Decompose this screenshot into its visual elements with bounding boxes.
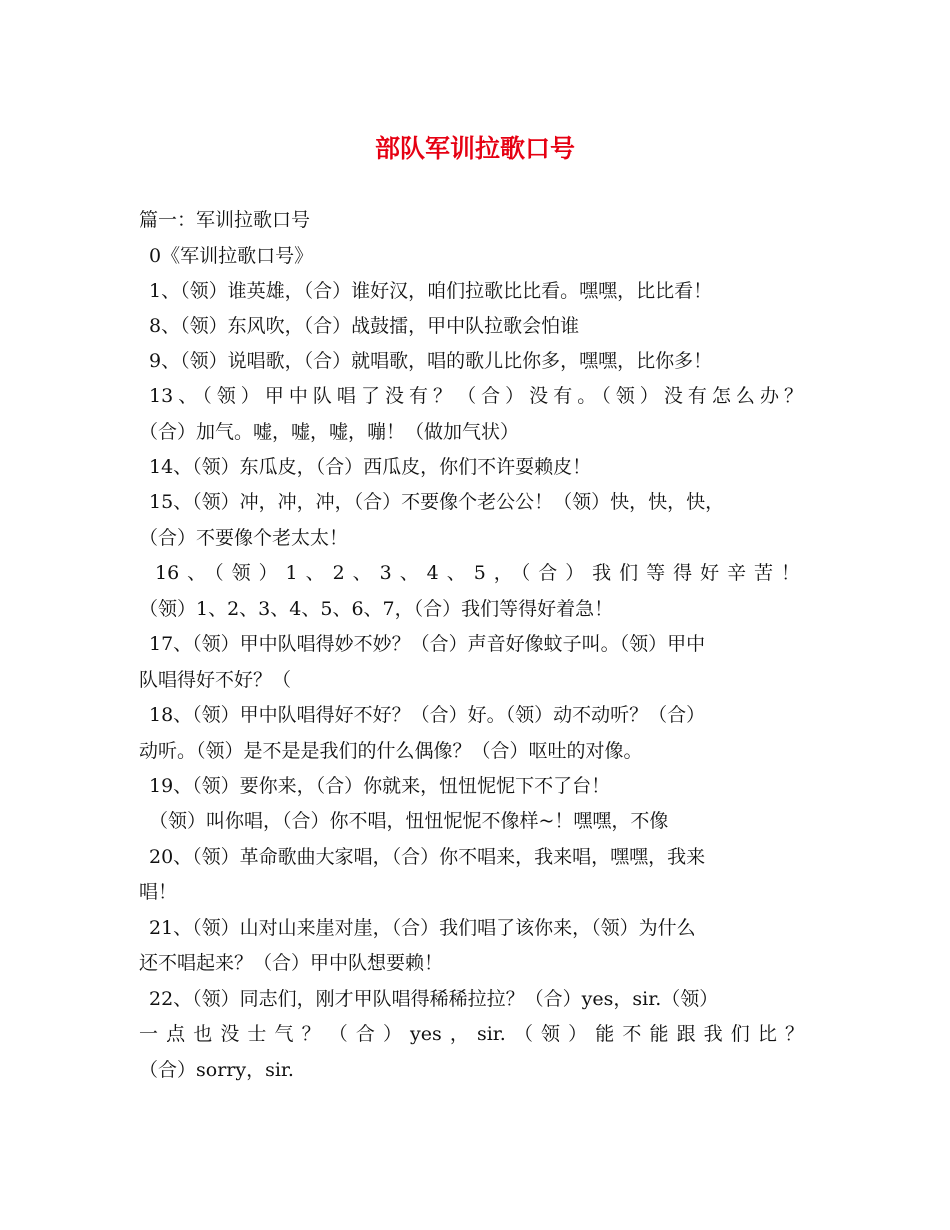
document-title: 部队军训拉歌口号: [374, 134, 575, 163]
text-line: （领）叫你唱，（合）你不唱，忸忸怩怩不像样~！嘿嘿，不像: [149, 810, 669, 832]
text-line: 17、（领）甲中队唱得妙不妙？（合）声音好像蚊子叫。（领）甲中: [149, 633, 706, 655]
text-line: （合）加气。嘘，嘘，嘘，嘣！（做加气状）: [139, 421, 520, 443]
text-line: 13、（领）甲中队唱了没有？（合）没有。（领）没有怎么办？: [149, 385, 803, 407]
text-line: （合）不要像个老太太！: [139, 527, 349, 549]
text-line: 21、（领）山对山来崖对崖，（合）我们唱了该你来，（领）为什么: [149, 917, 696, 939]
text-line: 动听。（领）是不是是我们的什么偶像？（合）呕吐的对像。: [139, 740, 643, 762]
text-line: 9、（领）说唱歌，（合）就唱歌，唱的歌儿比你多，嘿嘿，比你多！: [149, 350, 713, 372]
text-line: 20、（领）革命歌曲大家唱，（合）你不唱来，我来唱，嘿嘿，我来: [149, 846, 706, 868]
text-line: （合）sorry，sir.: [139, 1059, 294, 1081]
text-line: 22、（领）同志们，刚才甲队唱得稀稀拉拉？（合）yes，sir.（领）: [149, 988, 719, 1010]
text-line: （领）1、2、3、4、5、6、7，（合）我们等得好着急！: [139, 598, 614, 620]
text-line: 1、（领）谁英雄，（合）谁好汉，咱们拉歌比比看。嘿嘿，比比看！: [149, 280, 713, 302]
text-line: 队唱得好不好？（: [139, 669, 292, 691]
text-line: 18、（领）甲中队唱得好不好？（合）好。（领）动不动听？（合）: [149, 704, 706, 726]
text-line: 唱！: [139, 881, 178, 903]
text-line: 8、（领）东风吹，（合）战鼓擂，甲中队拉歌会怕谁: [149, 315, 580, 337]
text-line: 14、（领）东瓜皮，（合）西瓜皮，你们不许耍赖皮！: [149, 456, 592, 478]
text-line: 一点也没士气？（合）yes，sir.（领）能不能跟我们比？: [139, 1023, 804, 1045]
text-line: 19、（领）要你来，（合）你就来，忸忸怩怩下不了台！: [149, 775, 611, 797]
text-line: 15、（领）冲，冲，冲，（合）不要像个老公公！（领）快，快，快，: [149, 491, 725, 513]
text-line: 篇一：军训拉歌口号: [139, 209, 311, 231]
text-line: 还不唱起来？（合）甲中队想要赖！: [139, 952, 444, 974]
text-line: 16、（领）1、2、3、4、5，（合）我们等得好辛苦！: [155, 562, 800, 584]
text-line: 0《军训拉歌口号》: [149, 245, 314, 267]
